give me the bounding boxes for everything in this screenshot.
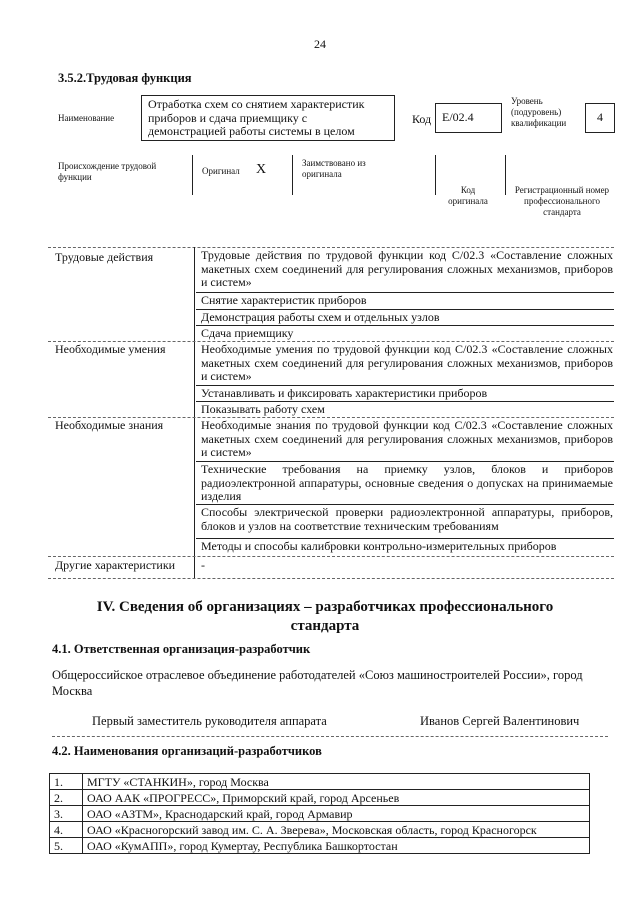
page-number: 24 bbox=[314, 37, 326, 51]
origin-label: Происхождение трудовой функции bbox=[58, 161, 157, 182]
org-number: 2. bbox=[50, 790, 83, 806]
origin-divider-3 bbox=[435, 155, 436, 195]
action-item: Трудовые действия по трудовой функции код С/02.3 «Составление сложных макетных схем соединений для регулирования сложных механизмов, приборов и систем» bbox=[201, 248, 613, 289]
action-item: Демонстрация работы схем и отдельных узлов bbox=[201, 310, 440, 324]
code-box bbox=[435, 103, 502, 133]
skill-item: Показывать работу схем bbox=[201, 402, 325, 416]
borrowed-label: Заимствовано из оригинала bbox=[302, 158, 366, 179]
skill-item: Необходимые умения по трудовой функции код С/02.3 «Составление сложных макетных схем соединений для регулирования сложных механизмов, приборов и систем» bbox=[201, 342, 613, 383]
subsection-4-2-title: 4.2. Наименования организаций-разработчиков bbox=[52, 744, 322, 758]
knowledge-item: Способы электрической проверки радиоэлектронной аппаратуры, приборов, блоков и узлов на соответствие техническим требованиям bbox=[201, 505, 613, 533]
name-label: Наименование bbox=[58, 113, 115, 123]
org-number: 3. bbox=[50, 806, 83, 822]
knowledge-label: Необходимые знания bbox=[55, 418, 164, 432]
org-name: ОАО «Красногорский завод им. С. А. Зверева», Московская область, город Красногорск bbox=[83, 822, 590, 838]
level-box bbox=[585, 103, 615, 133]
subsection-4-1-title: 4.1. Ответственная организация-разработчик bbox=[52, 642, 311, 656]
other-value: - bbox=[201, 558, 205, 572]
org-name: ОАО «КумАПП», город Кумертау, Республика Башкортостан bbox=[83, 838, 590, 854]
original-label: Оригинал bbox=[202, 166, 240, 176]
org-name: МГТУ «СТАНКИН», город Москва bbox=[83, 774, 590, 790]
function-name: Отработка схем со снятием характеристик приборов и сдача приемщику с демонстрацией работы системы в целом bbox=[148, 97, 365, 138]
table-row bbox=[50, 806, 590, 822]
action-item: Снятие характеристик приборов bbox=[201, 293, 367, 307]
code-label: Код bbox=[412, 112, 432, 126]
knowledge-item: Технические требования на приемку узлов, блоков и приборов радиоэлектронной аппаратуры, основные сведения о допусках на принимаемые изделия bbox=[201, 462, 613, 503]
knowledge-item: Необходимые знания по трудовой функции код С/02.3 «Составление сложных макетных схем соединений для регулирования сложных механизмов, приборов и систем» bbox=[201, 418, 613, 459]
org-name: ОАО ААК «ПРОГРЕСС», Приморский край, город Арсеньев bbox=[83, 790, 590, 806]
section-title: 3.5.2.Трудовая функция bbox=[58, 71, 192, 85]
section-divider bbox=[48, 556, 614, 557]
org-name: ОАО «АЗТМ», Краснодарский край, город Армавир bbox=[83, 806, 590, 822]
table-bottom-border bbox=[48, 578, 614, 579]
org-number: 4. bbox=[50, 822, 83, 838]
original-mark: X bbox=[256, 162, 267, 177]
knowledge-item: Методы и способы калибровки контрольно-измерительных приборов bbox=[201, 539, 557, 553]
table-row bbox=[50, 822, 590, 838]
origin-divider-4 bbox=[505, 155, 506, 195]
table-row bbox=[50, 838, 590, 854]
table-row bbox=[50, 774, 590, 790]
skills-label: Необходимые умения bbox=[55, 342, 166, 356]
code-value: E/02.4 bbox=[442, 110, 474, 124]
action-item: Сдача приемщику bbox=[201, 326, 294, 340]
level-value: 4 bbox=[597, 110, 603, 124]
org-number: 5. bbox=[50, 838, 83, 854]
level-label: Уровень (подуровень) квалификации bbox=[511, 96, 567, 128]
name-box bbox=[141, 95, 395, 141]
reg-number-label: Регистрационный номер профессионального стандарта bbox=[514, 185, 610, 217]
responsible-org-text: Общероссийское отраслевое объединение работодателей «Союз машиностроителей России», город Москва bbox=[52, 668, 583, 698]
table-row bbox=[50, 790, 590, 806]
code-original-label: Код оригинала bbox=[448, 185, 488, 206]
origin-divider-2 bbox=[292, 155, 293, 195]
section-iv-heading: IV. Сведения об организациях – разработчиках профессионального стандарта bbox=[96, 599, 554, 634]
signatory-name: Иванов Сергей Валентинович bbox=[420, 714, 580, 728]
table-column-divider bbox=[194, 247, 195, 579]
actions-label: Трудовые действия bbox=[55, 250, 154, 264]
org-number: 1. bbox=[50, 774, 83, 790]
other-label: Другие характеристики bbox=[55, 558, 176, 572]
signatory-position: Первый заместитель руководителя аппарата bbox=[92, 714, 327, 728]
developer-orgs-table bbox=[49, 773, 590, 854]
signature-separator bbox=[52, 736, 608, 737]
skill-item: Устанавливать и фиксировать характеристики приборов bbox=[201, 386, 488, 400]
origin-divider-1 bbox=[192, 155, 193, 195]
